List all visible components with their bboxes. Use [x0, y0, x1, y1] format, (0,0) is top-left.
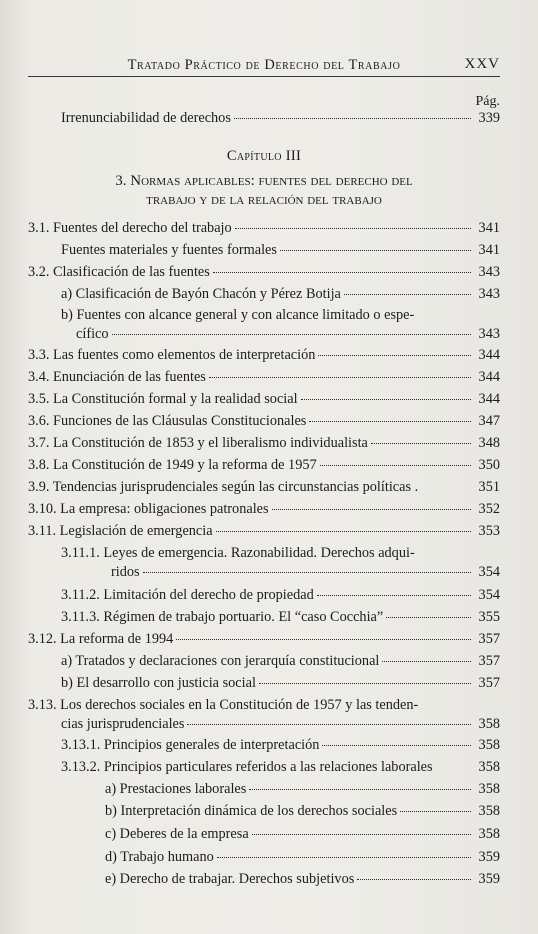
dot-leader: [357, 879, 471, 880]
toc-entry-text: 3.8. La Constitución de 1949 y la reforma de 1957: [28, 457, 317, 473]
toc-entry-page: 344: [478, 347, 500, 363]
toc-entry-text: 3.12. La reforma de 1994: [28, 631, 174, 647]
toc-entry-text: c) Deberes de la empresa: [105, 826, 249, 842]
toc-entry: [28, 848, 500, 867]
toc-entry-text: b) El desarrollo con justicia social: [61, 675, 256, 691]
toc-entry-text: 3.5. La Constitución formal y la realidad social: [28, 391, 298, 407]
toc-entry-page: 358: [478, 781, 500, 797]
toc-entry: [28, 758, 500, 777]
toc-entry-page: 344: [478, 391, 500, 407]
toc-entry-page: 339: [478, 110, 500, 126]
toc-entry: [28, 870, 500, 889]
toc-entry-text: 3.11.2. Limitación del derecho de propiedad: [61, 587, 314, 603]
dot-leader: [259, 683, 471, 684]
toc-entry: [28, 390, 500, 409]
dot-leader: [322, 745, 471, 746]
chapter-title-line-2: trabajo y de la relación del trabajo: [146, 192, 382, 208]
toc-entry: [28, 306, 500, 344]
toc-entry-text: 3.11. Legislación de emergencia: [28, 523, 213, 539]
dot-leader: [318, 355, 471, 356]
chapter-title-line-1: 3. Normas aplicables: fuentes del derecho del: [115, 173, 413, 189]
toc-entry: [28, 674, 500, 693]
dot-leader: [209, 377, 471, 378]
toc-entry-page: 354: [478, 587, 500, 603]
toc-entry-continuation: ridos: [111, 564, 140, 580]
dot-leader: [187, 724, 471, 725]
toc-entry-text: 3.13. Los derechos sociales en la Constitución de 1957 y las tenden-: [28, 697, 419, 713]
dot-leader: [143, 572, 471, 573]
toc-entry: [28, 412, 500, 431]
toc-entry-text: a) Prestaciones laborales: [105, 781, 247, 797]
table-of-contents: [28, 0, 500, 934]
toc-entry-text: 3.7. La Constitución de 1853 y el liberalismo individualista: [28, 435, 368, 451]
toc-entry-page: 347: [478, 413, 500, 429]
page-number: XXV: [464, 56, 500, 72]
toc-entry-page: 350: [478, 457, 500, 473]
toc-entry-text: 3.9. Tendencias jurisprudenciales según las circunstancias políticas .: [28, 479, 419, 495]
dot-leader: [386, 617, 471, 618]
toc-entry: [28, 500, 500, 519]
toc-entry: [28, 802, 500, 821]
toc-entry-text: e) Derecho de trabajar. Derechos subjetivos: [105, 871, 355, 887]
toc-entry-text: a) Clasificación de Bayón Chacón y Pérez Botija: [61, 286, 341, 302]
dot-leader: [234, 118, 471, 119]
toc-entry-page: 357: [478, 675, 500, 691]
dot-leader: [344, 294, 471, 295]
toc-entry-text: 3.13.2. Principios particulares referidos a las relaciones laborales: [61, 759, 433, 775]
toc-entry-text: 3.4. Enunciación de las fuentes: [28, 369, 206, 385]
toc-entry-page: 353: [478, 523, 500, 539]
toc-entry-page: 341: [478, 220, 500, 236]
toc-entry-text: b) Interpretación dinámica de los derechos sociales: [105, 803, 398, 819]
dot-leader: [112, 334, 471, 335]
chapter-title: [28, 172, 500, 210]
dot-leader: [280, 250, 471, 251]
toc-entry: [28, 522, 500, 541]
toc-entry: [28, 456, 500, 475]
toc-entry-text: 3.1. Fuentes del derecho del trabajo: [28, 220, 232, 236]
toc-entry-page: 359: [478, 849, 500, 865]
toc-entry-text: a) Tratados y declaraciones con jerarquía constitucional: [61, 653, 380, 669]
toc-entry-page: 343: [478, 264, 500, 280]
toc-entry: [28, 825, 500, 844]
toc-entry: [28, 696, 500, 734]
toc-entry: [28, 544, 500, 582]
toc-entry-text: 3.10. La empresa: obligaciones patronales: [28, 501, 269, 517]
dot-leader: [400, 811, 471, 812]
dot-leader: [235, 228, 471, 229]
toc-entry-page: 358: [478, 803, 500, 819]
toc-entry-text: Irrenunciabilidad de derechos: [61, 110, 231, 126]
dot-leader: [176, 639, 471, 640]
toc-entry: [28, 219, 500, 238]
toc-entry: [28, 368, 500, 387]
pag-column-label: Pág.: [475, 94, 500, 109]
dot-leader: [213, 272, 471, 273]
toc-entry: [28, 630, 500, 649]
dot-leader: [252, 834, 471, 835]
dot-leader: [309, 421, 471, 422]
dot-leader: [301, 399, 471, 400]
dot-leader: [371, 443, 471, 444]
toc-entry-text: 3.3. Las fuentes como elementos de interpretación: [28, 347, 316, 363]
toc-entry: [28, 736, 500, 755]
dot-leader: [320, 465, 471, 466]
toc-entry: [28, 780, 500, 799]
toc-entry: [28, 285, 500, 304]
toc-entry-page: 355: [478, 609, 500, 625]
toc-entry: [28, 263, 500, 282]
toc-entry-text: Fuentes materiales y fuentes formales: [61, 242, 277, 258]
toc-entry: [28, 241, 500, 260]
toc-entry-page: 358: [478, 759, 500, 775]
toc-entry-text: 3.2. Clasificación de las fuentes: [28, 264, 210, 280]
toc-entry-text: b) Fuentes con alcance general y con alcance limitado o espe-: [61, 307, 415, 323]
toc-entry-page: 357: [478, 653, 500, 669]
toc-entry: [28, 478, 500, 497]
toc-entry: [28, 652, 500, 671]
dot-leader: [216, 531, 471, 532]
toc-entry-page: 348: [478, 435, 500, 451]
toc-entry-page: 343: [478, 286, 500, 302]
toc-entry-text: 3.13.1. Principios generales de interpretación: [61, 737, 320, 753]
toc-entry-page: 351: [478, 479, 500, 495]
toc-entry: [28, 608, 500, 627]
chapter-label: Capítulo III: [226, 148, 302, 164]
toc-entry-page: 344: [478, 369, 500, 385]
running-title: Tratado Práctico de Derecho del Trabajo: [127, 57, 401, 73]
toc-entry: [28, 109, 500, 128]
toc-entry: [28, 346, 500, 365]
toc-entry-text: 3.6. Funciones de las Cláusulas Constitucionales: [28, 413, 307, 429]
dot-leader: [317, 595, 471, 596]
toc-entry-page: 352: [478, 501, 500, 517]
dot-leader: [217, 857, 471, 858]
toc-entry-page: 343: [478, 326, 500, 342]
toc-entry-page: 358: [478, 737, 500, 753]
toc-entry-page: 358: [478, 716, 500, 732]
toc-entry-text: d) Trabajo humano: [105, 849, 214, 865]
toc-entry-page: 341: [478, 242, 500, 258]
toc-entry: [28, 434, 500, 453]
toc-entry-continuation: cias jurisprudenciales: [61, 716, 185, 732]
toc-entry-text: 3.11.1. Leyes de emergencia. Razonabilidad. Derechos adqui-: [61, 545, 415, 561]
toc-entry-page: 359: [478, 871, 500, 887]
toc-entry-continuation: cífico: [76, 326, 109, 342]
toc-entry-page: 358: [478, 826, 500, 842]
toc-entry: [28, 586, 500, 605]
dot-leader: [249, 789, 471, 790]
toc-entry-page: 357: [478, 631, 500, 647]
toc-entry-page: 354: [478, 564, 500, 580]
dot-leader: [382, 661, 471, 662]
dot-leader: [272, 509, 471, 510]
toc-entry-text: 3.11.3. Régimen de trabajo portuario. El “caso Cocchia”: [61, 609, 384, 625]
